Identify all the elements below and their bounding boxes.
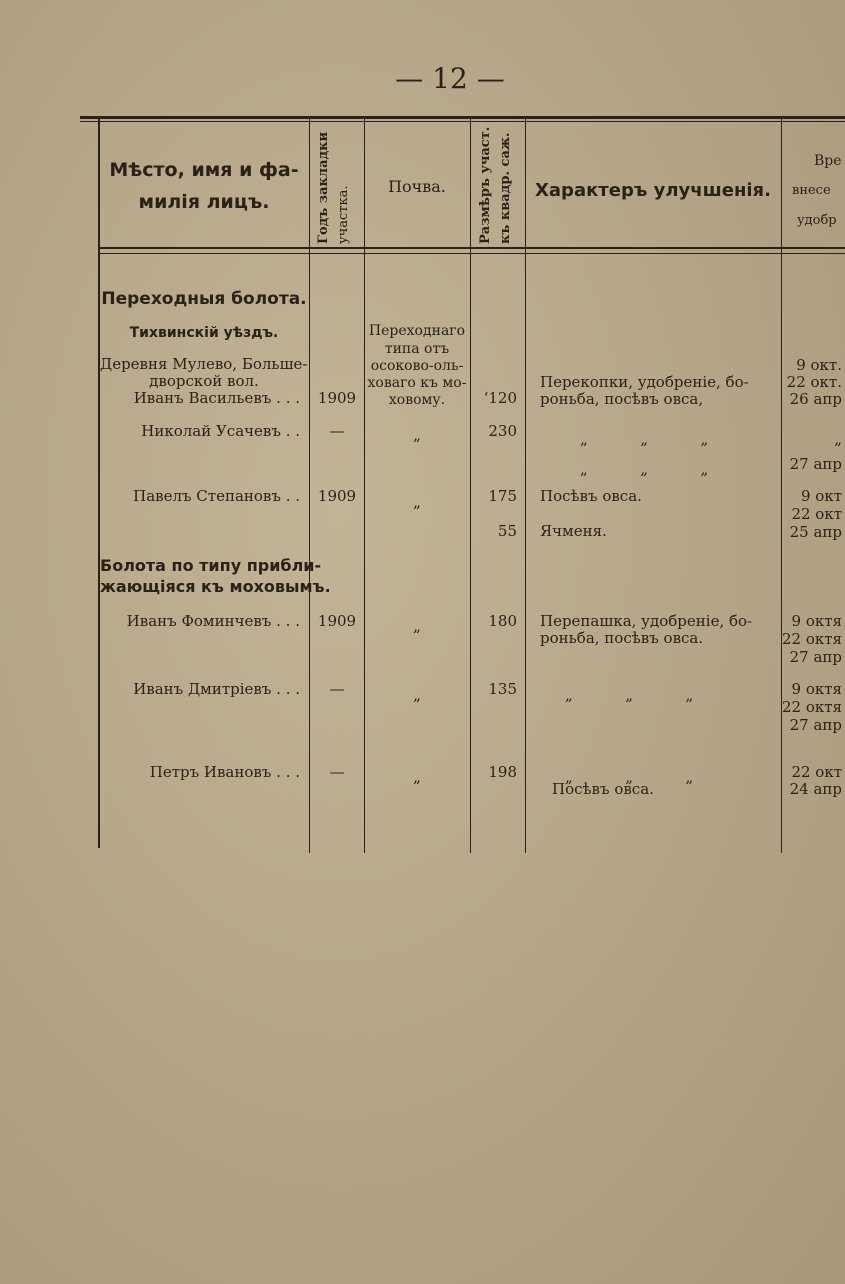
row-time: 22 окт xyxy=(791,763,842,781)
row-name: Петръ Ивановъ . . . xyxy=(149,763,300,781)
header-bottom-rule xyxy=(98,247,845,249)
header-year-line2: участка. xyxy=(336,185,351,244)
row-soil: „ xyxy=(413,768,421,786)
row-time: 9 октя xyxy=(791,612,842,630)
row-time: 27 апр xyxy=(789,455,842,473)
row-size: 55 xyxy=(497,522,517,540)
row-year: 1909 xyxy=(317,612,357,630)
row-character: „ „ „ xyxy=(565,768,694,786)
village-line2: дворской вол. xyxy=(149,372,259,390)
row-name: Иванъ Дмитріевъ . . . xyxy=(133,680,300,698)
row-character: роньба, посѣвъ овса, xyxy=(540,390,704,408)
soil-line: осоково-оль- xyxy=(370,358,464,374)
row-character: „ „ „ xyxy=(565,686,694,704)
row-time: 9 окт xyxy=(800,487,842,505)
header-place-line1: Мѣсто, имя и фа- xyxy=(109,159,299,181)
row-soil: „ xyxy=(413,617,421,635)
header-size-line2: къ квадр. саж. xyxy=(498,132,513,244)
row-character: „ „ „ xyxy=(580,430,709,448)
row-character: роньба, посѣвъ овса. xyxy=(540,629,704,647)
row-time: 22 окт. xyxy=(786,373,842,391)
row-time: 9 окт. xyxy=(796,356,842,374)
soil-line: ховому. xyxy=(388,392,446,408)
row-size: 230 xyxy=(488,422,517,440)
row-size: 135 xyxy=(488,680,517,698)
column-divider xyxy=(470,118,471,853)
header-soil: Почва. xyxy=(388,177,446,196)
row-character: „ „ „ xyxy=(580,460,709,478)
soil-line: Переходнаго xyxy=(368,323,466,339)
row-time: 9 октя xyxy=(791,680,842,698)
column-divider xyxy=(309,118,310,853)
village-line1: Деревня Мулево, Больше- xyxy=(100,355,308,373)
column-divider xyxy=(781,118,782,853)
row-time: „ xyxy=(834,430,842,448)
row-time: 27 апр xyxy=(789,716,842,734)
section2-title-line1: Болота по типу прибли- xyxy=(100,556,322,575)
row-year: — xyxy=(329,680,345,698)
table-top-rule xyxy=(80,116,845,119)
row-character: Посѣвъ овса. xyxy=(540,487,642,505)
row-year: 1909 xyxy=(317,389,357,407)
row-time: 27 апр xyxy=(789,648,842,666)
row-time: 22 окт xyxy=(791,505,842,523)
row-name: Николай Усачевъ . . xyxy=(141,422,300,440)
row-character: Ячменя. xyxy=(540,522,607,540)
row-year: — xyxy=(329,422,345,440)
row-name: Павелъ Степановъ . . xyxy=(133,487,300,505)
row-time: 24 апр xyxy=(789,780,842,798)
row-time: 22 октя xyxy=(782,630,843,648)
row-time: 25 апр xyxy=(789,523,842,541)
row-time: 26 апр xyxy=(789,390,842,408)
soil-line: ховаго къ мо- xyxy=(367,375,467,391)
section1-district: Тихвинскій уѣздъ. xyxy=(129,325,279,341)
row-size: 180 xyxy=(488,612,517,630)
page-number: — 12 — xyxy=(395,62,505,95)
row-name: Иванъ Васильевъ . . . xyxy=(133,389,300,407)
column-divider xyxy=(364,118,365,853)
row-soil: „ xyxy=(413,686,421,704)
row-character: Перепашка, удобреніе, бо- xyxy=(540,612,753,630)
row-size: 175 xyxy=(488,487,517,505)
header-year-line1: Годъ закладки xyxy=(316,131,331,244)
column-divider xyxy=(525,118,526,853)
table-left-border xyxy=(98,118,100,848)
row-character: Перекопки, удобреніе, бо- xyxy=(540,373,749,391)
row-year: — xyxy=(329,763,345,781)
row-character: Посѣвъ овса. xyxy=(552,780,654,798)
header-time-line2: внесе xyxy=(792,183,831,198)
row-size: ‘120 xyxy=(483,389,517,407)
row-soil: „ xyxy=(413,426,421,444)
header-place-line2: милія лицъ. xyxy=(138,191,270,213)
soil-line: типа отъ xyxy=(384,341,450,357)
header-bottom-rule-thin xyxy=(98,253,845,254)
row-soil: „ xyxy=(413,493,421,511)
row-year: 1909 xyxy=(317,487,357,505)
header-time-line3: удобр xyxy=(797,213,837,228)
row-name: Иванъ Фоминчевъ . . . xyxy=(126,612,300,630)
header-time-line1: Вре xyxy=(814,153,842,169)
section2-title-line2: жающіяся къ моховымъ. xyxy=(100,577,331,596)
section1-title: Переходныя болота. xyxy=(101,289,307,309)
header-size-line1: Размѣръ участ. xyxy=(478,126,493,244)
header-character: Характеръ улучшенія. xyxy=(535,180,771,201)
row-size: 198 xyxy=(488,763,517,781)
row-time: 22 октя xyxy=(782,698,843,716)
table-top-rule-thin xyxy=(80,121,845,122)
